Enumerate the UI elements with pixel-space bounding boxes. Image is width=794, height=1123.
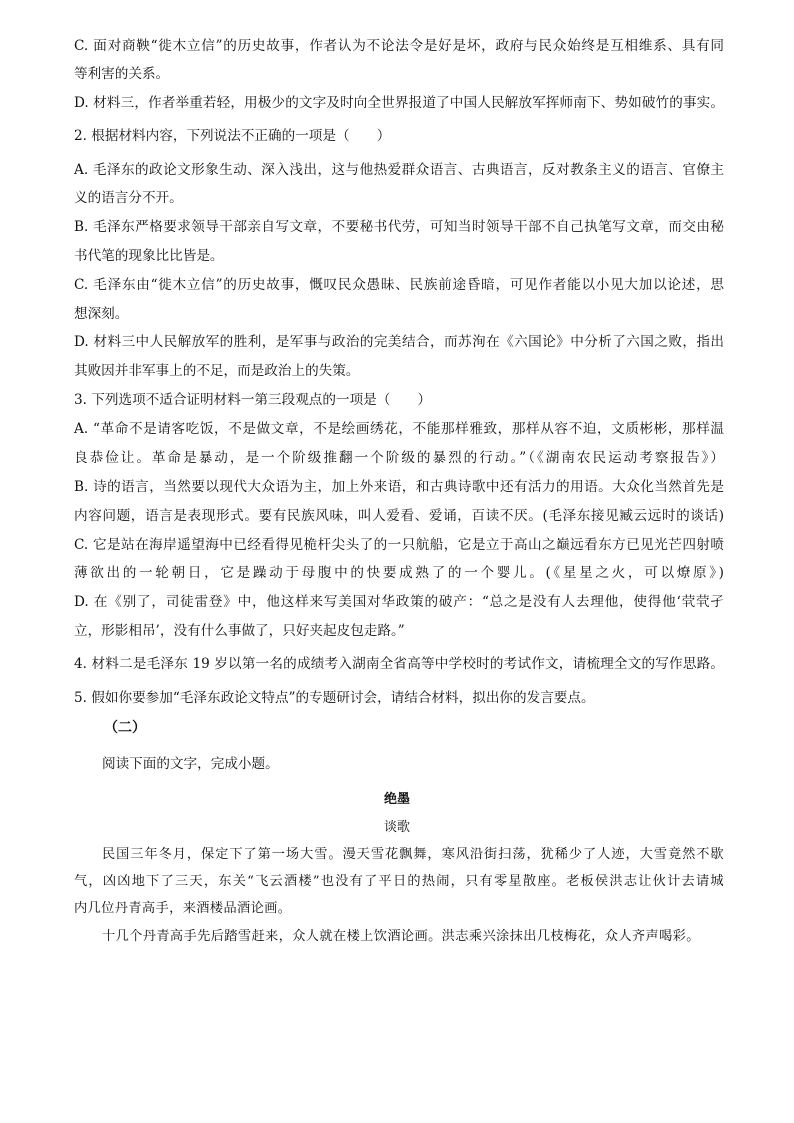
q2-option-b-line-2: 书代笔的现象比比皆是。 (74, 248, 224, 264)
q3-option-b-line-2: 内容问题，语言是表现形式。要有民族风味，叫人爱看、爱诵，百读不厌。(毛泽东接见臧云远时的谈话) (74, 508, 724, 524)
q1-option-c-line-2: 等利害的关系。 (74, 66, 170, 82)
q2-option-c-line-1: C. 毛泽东由“徙木立信”的历史故事，慨叹民众愚昧、民族前途昏暗，可见作者能以小见大加以论述，思 (74, 277, 724, 293)
q2-option-c-line-2: 想深刻。 (74, 306, 129, 322)
q5: 5. 假如你要参加“毛泽东政论文特点”的专题研讨会，请结合材料，拟出你的发言要点。 (74, 690, 595, 706)
reading-instruction: 阅读下面的文字，完成小题。 (102, 756, 279, 772)
section-heading: （二） (104, 720, 146, 736)
q2-stem: 2. 根据材料内容，下列说法不正确的一项是（ ） (74, 128, 391, 144)
q3-option-c-line-1: C. 它是站在海岸遥望海中已经看得见桅杆尖头了的一只航船，它是立于高山之巅远看东方已见光芒四射喷 (74, 537, 724, 553)
q2-option-a-line-1: A. 毛泽东的政论文形象生动、深入浅出，这与他热爱群众语言、古典语言，反对教条主义的语言、官僚主 (74, 162, 724, 178)
story-title: 绝墨 (383, 792, 410, 807)
q2-option-d-line-2: 其败因并非军事上的不足，而是政治上的失策。 (74, 363, 360, 379)
q3-option-d-line-2: 立，形影相吊’，没有什么事做了，只好夹起皮包走路。” (74, 623, 405, 639)
q3-option-a-line-1: A. “革命不是请客吃饭，不是做文章，不是绘画绣花，不能那样雅致，那样从容不迫，文质彬彬，那样温 (74, 421, 724, 437)
q2-option-b-line-1: B. 毛泽东严格要求领导干部亲自写文章，不要秘书代劳，可知当时领导干部不自己执笔写文章，而交由秘 (74, 219, 724, 235)
q1-option-d-line-1: D. 材料三，作者举重若轻，用极少的文字及时向全世界报道了中国人民解放军挥师南下、势如破竹的事实。 (74, 95, 724, 111)
story-paragraph-1-line-1: 民国三年冬月，保定下了第一场大雪。漫天雪花飘舞，寒风沿街扫荡，犹稀少了人迹，大雪竟然不歇 (102, 847, 724, 862)
q3-option-c-line-2: 薄欲出的一轮朝日，它是躁动于母腹中的快要成熟了的一个婴儿。(《星星之火，可以燎原》) (74, 565, 724, 581)
q1-option-c-line-1: C. 面对商鞅“徙木立信”的历史故事，作者认为不论法令是好是坏，政府与民众始终是互相维系、具有同 (74, 38, 724, 54)
q2-option-d-line-1: D. 材料三中人民解放军的胜利，是军事与政治的完美结合，而苏洵在《六国论》中分析了六国之败，指出 (74, 334, 724, 350)
story-paragraph-1-line-3: 内几位丹青高手，来酒楼品酒论画。 (74, 901, 292, 916)
q3-option-a-line-2: 良恭俭让。革命是暴动，是一个阶级推翻一个阶级的暴烈的行动。”（《湖南农民运动考察报告》） (74, 450, 724, 466)
story-author: 谈歌 (383, 820, 410, 835)
q3-option-d-line-1: D. 在《别了，司徒雷登》中，他这样来写美国对华政策的破产：“总之是没有人去理他，使得他‘茕茕孑 (74, 594, 724, 610)
story-paragraph-2-line-1: 十几个丹青高手先后踏雪赶来，众人就在楼上饮酒论画。洪志乘兴涂抹出几枝梅花，众人齐声喝彩。 (102, 929, 700, 944)
story-paragraph-1-line-2: 气，凶凶地下了三天，东关“飞云酒楼”也没有了平日的热闹，只有零星散座。老板侯洪志让伙计去请城 (74, 874, 724, 889)
q3-stem: 3. 下列选项不适合证明材料一第三段观点的一项是（ ） (74, 392, 432, 408)
q2-option-a-line-2: 义的语言分不开。 (74, 190, 183, 206)
q4: 4. 材料二是毛泽东 19 岁以第一名的成绩考入湖南全省高等中学校时的考试作文，请梳理全文的写作思路。 (74, 656, 724, 672)
q3-option-b-line-1: B. 诗的语言，当然要以现代大众语为主，加上外来语，和古典诗歌中还有活力的用语。大众化当然首先是 (74, 479, 724, 495)
